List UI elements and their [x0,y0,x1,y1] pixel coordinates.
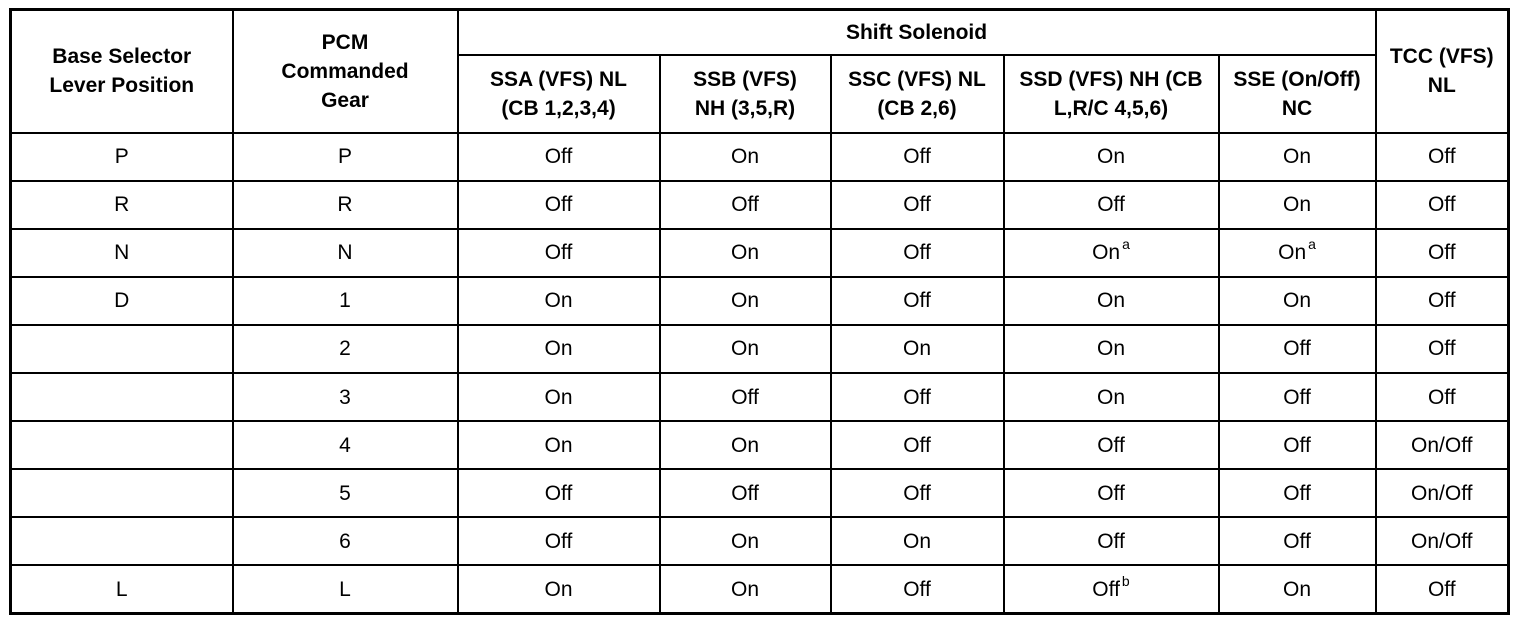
cell-ssd [1004,421,1219,469]
cell-ssc [831,277,1004,325]
cell-ssc-value: On [902,529,931,553]
header-pcm-gear-label: PCM Commanded Gear [281,30,409,112]
cell-ssa [458,565,660,613]
cell-gear-value: 3 [339,385,351,409]
cell-gear [233,133,458,181]
cell-ssa-value: On [544,577,573,601]
cell-sse [1219,181,1376,229]
header-tcc-label: TCC (VFS) NL [1389,45,1494,98]
cell-ssa [458,469,660,517]
cell-tcc-value: Off [1427,193,1456,217]
cell-ssc-value: On [902,337,931,361]
cell-tcc [1376,133,1509,181]
cell-ssb [660,373,831,421]
cell-gear [233,181,458,229]
footnote-marker: b [1121,572,1130,589]
cell-lever [11,325,233,373]
cell-lever [11,565,233,613]
header-base-selector-label: Base Selector Lever Position [49,45,195,98]
cell-tcc [1376,421,1509,469]
cell-ssc [831,469,1004,517]
cell-sse [1219,565,1376,613]
cell-ssd-value: Off [1092,577,1120,601]
cell-ssc [831,181,1004,229]
cell-gear-value: 2 [339,337,351,361]
cell-ssd [1004,469,1219,517]
cell-gear [233,277,458,325]
cell-ssd-value: On [1096,337,1125,361]
cell-ssa-value: Off [544,241,573,265]
cell-ssb [660,133,831,181]
header-sse [1219,55,1376,133]
cell-ssc-value: Off [903,481,931,505]
cell-ssc [831,517,1004,565]
cell-sse-value: On [1283,289,1312,313]
cell-sse-value: Off [1283,337,1311,361]
cell-ssa-value: On [544,433,573,457]
cell-lever-value: D [114,289,130,313]
cell-ssa-value: Off [544,145,573,169]
cell-ssb-value: On [730,337,759,361]
cell-ssa [458,325,660,373]
cell-gear [233,229,458,277]
header-tcc [1376,10,1509,133]
cell-ssa [458,181,660,229]
cell-lever-value: P [114,145,129,169]
cell-gear-value: L [339,577,351,601]
solenoid-application-table [9,8,1510,615]
cell-lever [11,421,233,469]
cell-ssa-value: On [544,289,573,313]
cell-tcc-value: Off [1427,577,1456,601]
cell-ssb [660,421,831,469]
cell-tcc-value: Off [1427,145,1456,169]
cell-ssc [831,421,1004,469]
cell-sse [1219,229,1376,277]
cell-ssb-value: Off [731,481,759,505]
cell-ssc-value: Off [903,289,931,313]
cell-sse [1219,133,1376,181]
cell-tcc [1376,517,1509,565]
table-row [11,277,1509,325]
cell-gear-value: 1 [339,289,351,313]
cell-ssd-value: On [1096,289,1125,313]
header-ssd-label: SSD (VFS) NH (CB L,R/C 4,5,6) [1019,67,1203,120]
cell-sse [1219,469,1376,517]
cell-ssa [458,133,660,181]
cell-sse-value: On [1283,193,1312,217]
cell-ssc [831,565,1004,613]
cell-ssb-value: On [730,289,759,313]
cell-lever [11,373,233,421]
header-ssd [1004,55,1219,133]
cell-gear-value: P [337,145,352,169]
cell-ssc [831,133,1004,181]
cell-ssc-value: Off [903,433,931,457]
cell-sse-value: Off [1283,481,1311,505]
cell-lever-value: N [114,241,130,265]
cell-gear-value: 4 [339,433,351,457]
table-row [11,469,1509,517]
cell-gear [233,469,458,517]
cell-ssc-value: Off [903,241,931,265]
cell-gear-value: R [337,193,353,217]
cell-gear [233,373,458,421]
cell-ssd [1004,229,1219,277]
cell-tcc-value: Off [1427,337,1456,361]
cell-ssd [1004,565,1219,613]
cell-gear [233,517,458,565]
cell-sse-value: Off [1283,529,1311,553]
cell-tcc-value: Off [1427,385,1456,409]
cell-ssb-value: On [730,433,759,457]
cell-sse [1219,421,1376,469]
cell-sse-value: On [1278,241,1307,265]
cell-tcc [1376,565,1509,613]
cell-ssa-value: On [544,385,573,409]
cell-ssd-value: On [1092,241,1121,265]
cell-ssb-value: Off [731,385,759,409]
cell-sse [1219,517,1376,565]
footnote-marker: a [1308,236,1316,253]
cell-ssb-value: On [730,241,759,265]
cell-ssb-value: On [730,577,759,601]
cell-tcc [1376,469,1509,517]
table-row [11,517,1509,565]
cell-ssb [660,469,831,517]
cell-ssc-value: Off [903,577,931,601]
cell-ssd [1004,133,1219,181]
header-ssa [458,55,660,133]
cell-sse-value: On [1283,145,1312,169]
cell-gear [233,421,458,469]
cell-ssd [1004,181,1219,229]
cell-ssb [660,517,831,565]
cell-sse-value: Off [1283,433,1311,457]
header-ssb-label: SSB (VFS) NH (3,5,R) [693,67,797,120]
footnote-marker: a [1122,236,1130,253]
header-ssc-label: SSC (VFS) NL (CB 2,6) [848,67,986,120]
cell-ssc [831,325,1004,373]
header-pcm-gear [233,10,458,133]
table-row [11,565,1509,613]
cell-tcc [1376,373,1509,421]
header-shift-solenoid: Shift Solenoid [458,10,1376,55]
cell-ssd-value: On [1096,385,1125,409]
cell-gear-value: 6 [339,529,351,553]
cell-tcc-value: On/Off [1411,433,1473,457]
cell-lever [11,181,233,229]
header-ssc [831,55,1004,133]
cell-sse [1219,373,1376,421]
cell-tcc-value: Off [1427,289,1456,313]
cell-sse-value: On [1283,577,1312,601]
cell-lever [11,517,233,565]
cell-lever [11,133,233,181]
cell-ssb [660,277,831,325]
cell-ssa [458,277,660,325]
cell-ssa-value: Off [544,529,573,553]
cell-ssd [1004,517,1219,565]
table-row [11,373,1509,421]
cell-ssa [458,373,660,421]
cell-tcc [1376,181,1509,229]
cell-ssb-value: On [730,145,759,169]
table-row [11,229,1509,277]
cell-gear-value: N [337,241,353,265]
cell-ssa [458,517,660,565]
cell-sse [1219,325,1376,373]
cell-sse-value: Off [1283,385,1311,409]
cell-tcc [1376,325,1509,373]
cell-gear [233,325,458,373]
cell-ssd [1004,277,1219,325]
header-sse-label: SSE (On/Off) NC [1233,67,1361,120]
cell-lever-value: L [115,577,128,601]
cell-ssa-value: Off [544,481,573,505]
cell-tcc-value: Off [1427,241,1456,265]
cell-gear-value: 5 [339,481,351,505]
cell-ssb-value: Off [731,193,759,217]
cell-ssd-value: On [1096,145,1125,169]
cell-ssc [831,373,1004,421]
cell-ssc-value: Off [903,145,931,169]
cell-ssd [1004,325,1219,373]
cell-tcc-value: On/Off [1411,529,1473,553]
cell-tcc-value: On/Off [1411,481,1473,505]
header-base-selector [11,10,233,133]
header-ssb [660,55,831,133]
cell-ssc [831,229,1004,277]
cell-ssd-value: Off [1097,529,1125,553]
cell-ssd-value: Off [1097,193,1125,217]
cell-ssa-value: Off [544,193,573,217]
cell-ssb [660,181,831,229]
cell-ssb [660,229,831,277]
cell-ssb [660,325,831,373]
cell-ssa [458,229,660,277]
cell-ssa-value: On [544,337,573,361]
cell-ssc-value: Off [903,193,931,217]
table-row [11,421,1509,469]
header-ssa-label: SSA (VFS) NL (CB 1,2,3,4) [490,67,627,120]
cell-ssb [660,565,831,613]
cell-sse [1219,277,1376,325]
table-body [11,133,1509,614]
cell-ssb-value: On [730,529,759,553]
cell-tcc [1376,277,1509,325]
cell-ssd [1004,373,1219,421]
cell-lever [11,469,233,517]
cell-tcc [1376,229,1509,277]
table-row [11,181,1509,229]
cell-lever-value: R [114,193,130,217]
cell-ssd-value: Off [1097,433,1125,457]
table-row [11,133,1509,181]
cell-ssd-value: Off [1097,481,1125,505]
cell-ssa [458,421,660,469]
table-row [11,325,1509,373]
cell-lever [11,277,233,325]
table-header [11,10,1509,133]
cell-gear [233,565,458,613]
cell-lever [11,229,233,277]
cell-ssc-value: Off [903,385,931,409]
